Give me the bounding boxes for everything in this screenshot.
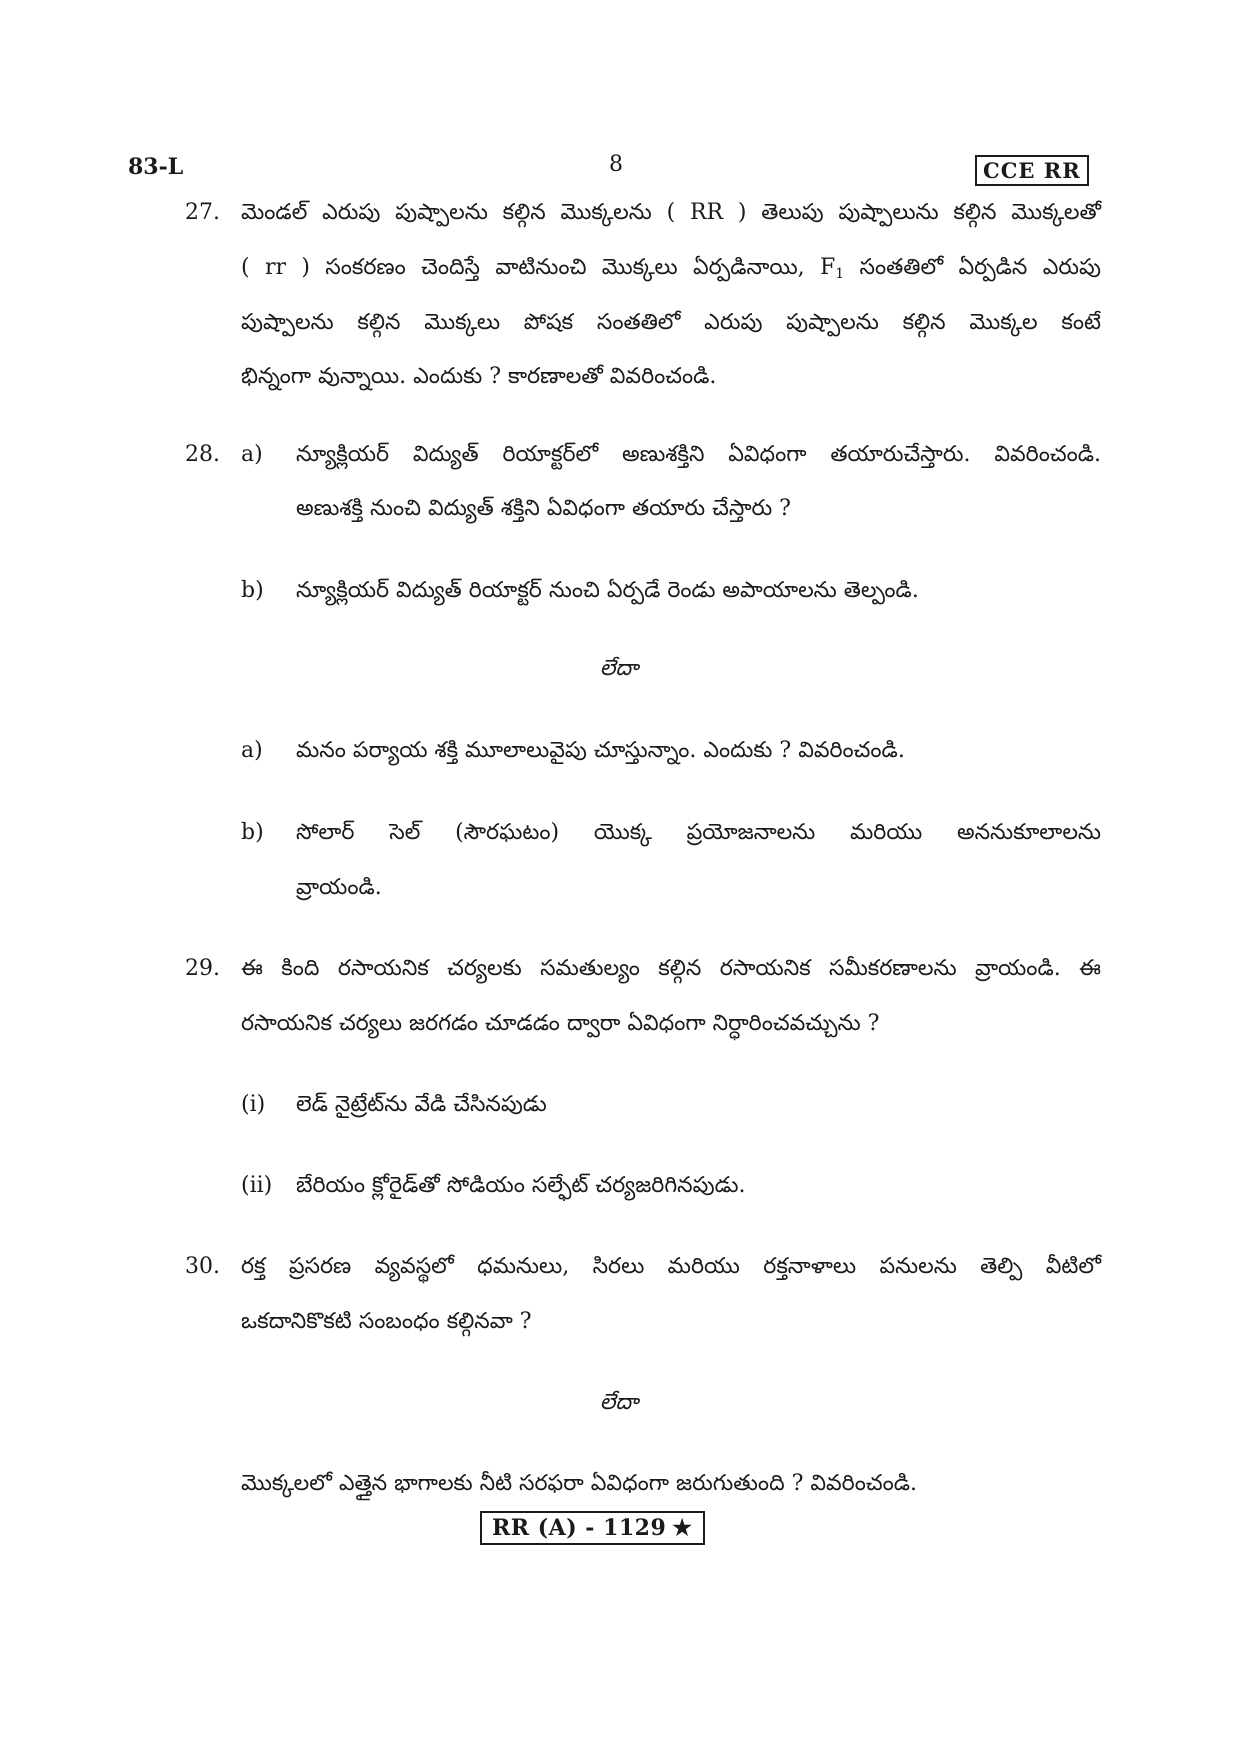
q30-line-1: రక్త ప్రసరణ వ్యవస్థలో ధమనులు, సిరలు మరియు రక్తనాళాలు పనులను తెల్పి వీటిలో [241, 1254, 1101, 1279]
question-number-29: 29. [185, 956, 220, 981]
q28-b-line-1: న్యూక్లియర్ విద్యుత్ రియాక్టర్ నుంచి ఏర్పడే రెండు అపాయాలను తెల్పండి. [296, 578, 919, 603]
question-number-30: 30. [185, 1254, 220, 1279]
q28-alt-b-label: b) [241, 820, 264, 845]
q29-i-text: లెడ్ నైట్రేట్‌ను వేడి చేసినపుడు [296, 1092, 547, 1117]
q30-or-divider: లేదా [599, 1390, 639, 1415]
page-number: 8 [609, 152, 623, 177]
q27-line-2 [241, 253, 1101, 289]
q28-a-line-2: అణుశక్తి నుంచి విద్యుత్ శక్తిని ఏవిధంగా తయారు చేస్తారు ? [296, 496, 791, 521]
q28-alt-a-label: a) [241, 738, 263, 763]
q29-line-1: ఈ కింది రసాయనిక చర్యలకు సమతుల్యం కల్గిన రసాయనిక సమీకరణాలను వ్రాయండి. ఈ [241, 956, 1101, 981]
q29-i-label: (i) [241, 1092, 266, 1117]
q29-ii-label: (ii) [241, 1173, 273, 1198]
q28-alt-b-line-2: వ్రాయండి. [296, 875, 382, 900]
q30-line-2: ఒకదానికొకటి సంబంధం కల్గినవా ? [241, 1309, 532, 1334]
q29-ii-text: బేరియం క్లోరైడ్‌తో సోడియం సల్ఫేట్ చర్యజరిగినపుడు. [296, 1173, 746, 1198]
q28-alt-a-line-1: మనం పర్యాయ శక్తి మూలాలువైపు చూస్తున్నాం. ఎందుకు ? వివరించండి. [296, 738, 905, 763]
series-box: CCE RR [975, 155, 1089, 186]
q28-b-label: b) [241, 578, 264, 603]
q29-line-2: రసాయనిక చర్యలు జరగడం చూడడం ద్వారా ఏవిధంగా నిర్ధారించవచ్చును ? [241, 1011, 880, 1036]
question-number-28: 28. [185, 442, 220, 467]
q27-line-2-part-a: ( rr ) సంకరణం చెందిస్తే వాటినుంచి మొక్కలు ఏర్పడినాయి, F [241, 255, 836, 280]
q28-a-line-1: న్యూక్లియర్ విద్యుత్ రియాక్టర్‌లో అణుశక్తిని ఏవిధంగా తయారుచేస్తారు. వివరించండి. [296, 442, 1101, 467]
q27-line-1: మెండల్ ఎరుపు పుష్పాలను కల్గిన మొక్కలను ( RR ) తెలుపు పుష్పాలును కల్గిన మొక్కలతో [241, 200, 1101, 225]
q28-or-divider: లేదా [599, 656, 639, 681]
footer-code-box [480, 1511, 705, 1545]
q27-line-3: పుష్పాలను కల్గిన మొక్కలు పోషక సంతతిలో ఎరుపు పుష్పాలను కల్గిన మొక్కల కంటే [241, 310, 1101, 335]
q28-alt-b-line-1: సోలార్ సెల్ (సౌరఘటం) యొక్క ప్రయోజనాలను మరియు అననుకూలాలను [296, 820, 1101, 845]
q27-line-2-part-b: సంతతిలో ఏర్పడిన ఎరుపు [844, 255, 1101, 280]
q30-alt-line-1: మొక్కలలో ఎత్తైన భాగాలకు నీటి సరఫరా ఏవిధంగా జరుగుతుంది ? వివరించండి. [241, 1471, 918, 1496]
question-number-27: 27. [185, 200, 220, 225]
paper-code: 83-L [128, 154, 184, 180]
q27-line-4: భిన్నంగా వున్నాయి. ఎందుకు ? కారణాలతో వివరించండి. [241, 364, 717, 389]
q28-a-label: a) [241, 442, 263, 467]
star-icon: ★ [672, 1515, 693, 1541]
footer-code: RR (A) - 1129 [492, 1515, 667, 1541]
subscript-1: 1 [835, 266, 845, 282]
